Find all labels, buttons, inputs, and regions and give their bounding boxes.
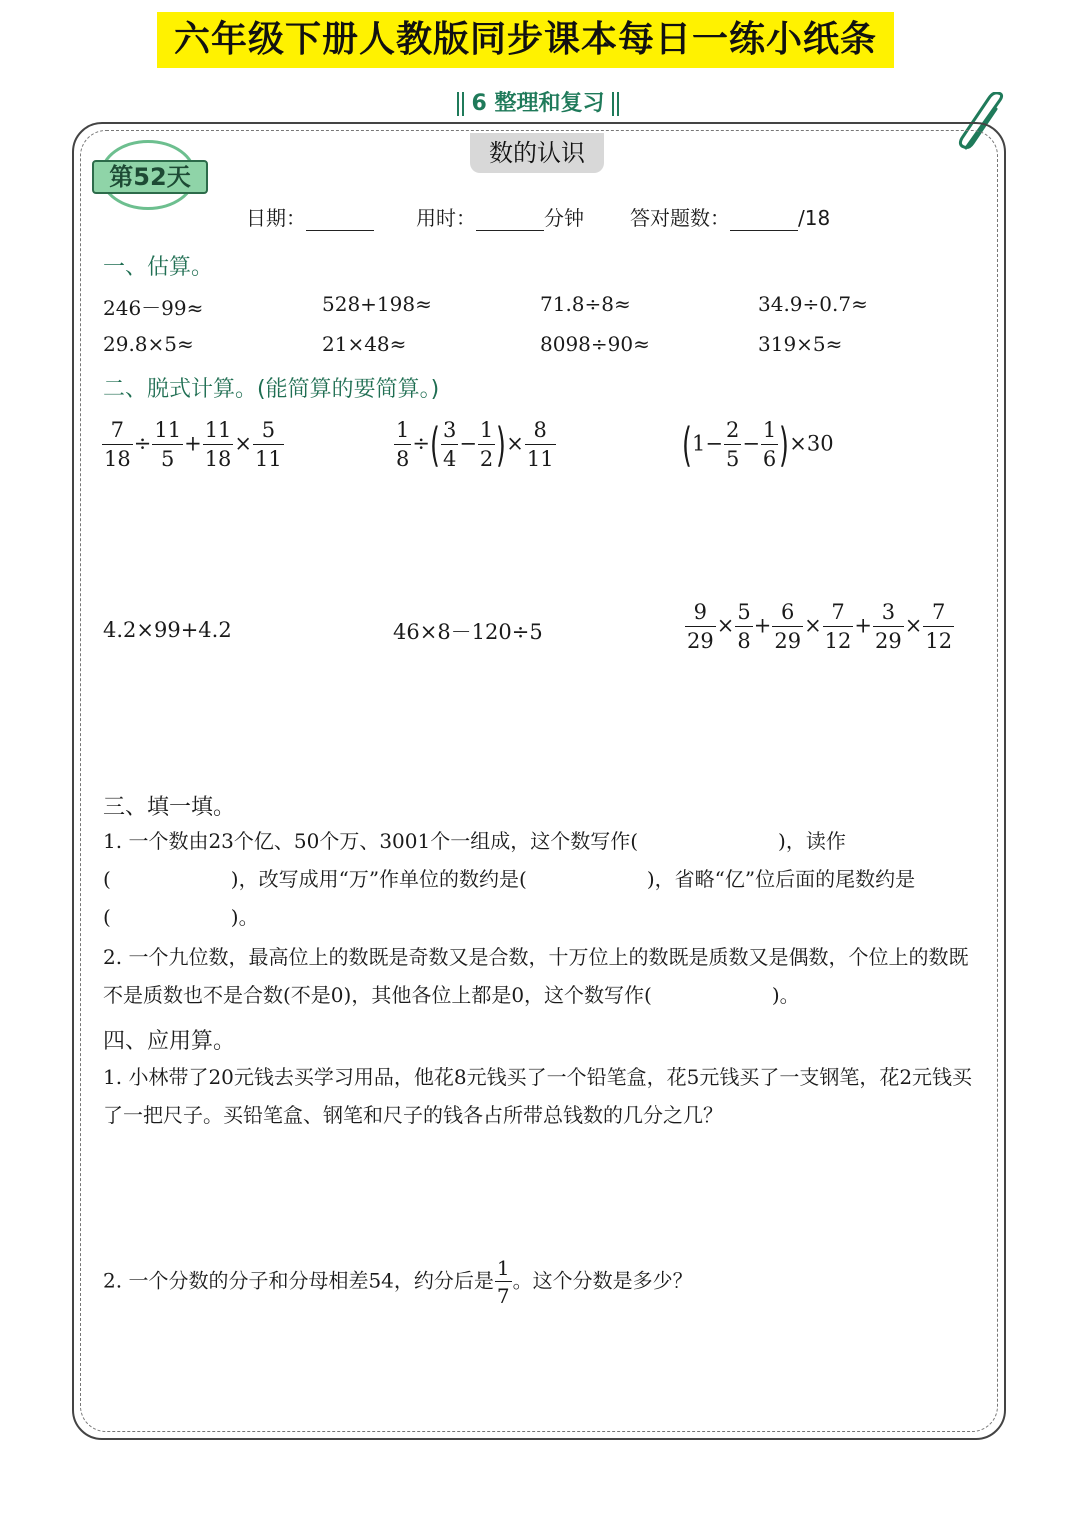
fraction: $\frac{2}{5}$ (725, 418, 740, 471)
date-label: 日期： (246, 206, 306, 230)
time-field (416, 202, 584, 231)
word-problem-2-tail: 。这个分数是多少？ (512, 1268, 693, 1293)
word-problem-2-text: 2. 一个分数的分子和分母相差54，约分后是 (103, 1268, 494, 1293)
estimate-item: 528+198≈ (322, 292, 432, 316)
fraction: $\frac{6}{29}$ (774, 600, 802, 653)
calc-expression-a: $\frac{7}{18}$ ÷ $\frac{11}{5}$ + $\frac{11}{18}$ × $\frac{5}{11}$ (104, 418, 282, 471)
score-field (630, 202, 830, 231)
time-blank[interactable] (476, 208, 544, 231)
fraction: $\frac{1}{8}$ (396, 418, 410, 471)
section4-title: 四、应用算。 (103, 1029, 236, 1054)
calc-expression-b: $\frac{1}{8}$ ÷( $\frac{3}{4}$ − $\frac{1}{2}$ )× $\frac{8}{11}$ (396, 418, 554, 472)
unit-bar-right (612, 92, 619, 116)
estimate-item: 29.8×5≈ (103, 332, 194, 356)
estimate-item: 71.8÷8≈ (540, 292, 631, 316)
fraction: $\frac{1}{2}$ (479, 418, 494, 471)
date-field (246, 202, 374, 231)
fraction: $\frac{7}{12}$ (925, 600, 953, 653)
topic-tab: 数的认识 (470, 133, 604, 173)
calc-expression-f: $\frac{9}{29}$ × $\frac{5}{8}$ + $\frac{6}{29}$ × $\frac{7}{12}$ + $\frac{3}{29}$ × $\frac{7}{12}$ (687, 600, 953, 653)
word-problem-2 (103, 1258, 975, 1306)
day-badge (92, 140, 210, 212)
unit-bar-left (457, 92, 464, 116)
section2-title: 二、脱式计算。(能简算的要简算。) (103, 377, 440, 402)
worksheet-frame-dashed (80, 130, 998, 1432)
calc-expression-c: (1− $\frac{2}{5}$ − $\frac{1}{6}$ )×30 (682, 418, 834, 472)
section1-title: 一、估算。 (103, 255, 214, 280)
fraction: $\frac{3}{29}$ (875, 600, 902, 653)
unit-heading (436, 88, 640, 120)
day-badge-label: 第52天 (92, 160, 208, 194)
calc-expression-d: 4.2×99+4.2 (103, 618, 232, 642)
word-problem-1: 1. 小林带了20元钱去买学习用品，他花8元钱买了一个铅笔盒，花5元钱买了一支钢笔，花2元钱买了一把尺子。买铅笔盒、钢笔和尺子的钱各占所带总钱数的几分之几？ (103, 1065, 973, 1127)
fraction: $\frac{3}{4}$ (442, 418, 457, 471)
score-label: 答对题数： (630, 206, 730, 230)
time-unit: 分钟 (544, 206, 584, 230)
fraction: $\frac{11}{5}$ (154, 418, 182, 471)
fill-question-2: 2. 一个九位数，最高位上的数既是奇数又是合数，十万位上的数既是质数又是偶数，个位上的数既不是质数也不是合数(不是0)，其他各位上都是0，这个数写作( )。 (103, 945, 969, 1007)
estimate-item: 21×48≈ (322, 332, 407, 356)
score-total: /18 (798, 206, 831, 230)
estimate-item: 34.9÷0.7≈ (758, 292, 868, 316)
page-banner-title: 六年级下册人教版同步课本每日一练小纸条 (157, 12, 894, 68)
fraction: $\frac{11}{18}$ (204, 418, 232, 471)
fraction: $\frac{1}{6}$ (762, 418, 777, 471)
fraction: $\frac{7}{12}$ (824, 600, 852, 653)
score-blank[interactable] (730, 208, 798, 231)
unit-title: 6 整理和复习 (471, 91, 605, 116)
fraction: $\frac{9}{29}$ (687, 600, 714, 653)
time-label: 用时： (416, 206, 476, 230)
calc-expression-e: 46×8－120÷5 (393, 620, 543, 644)
fraction: $\frac{7}{18}$ (104, 418, 131, 471)
estimate-item: 246－99≈ (103, 296, 204, 320)
section3-title: 三、填一填。 (103, 795, 236, 820)
fraction: $\frac{1}{7}$ (496, 1256, 510, 1308)
fraction: $\frac{5}{8}$ (737, 600, 751, 653)
fraction: $\frac{5}{11}$ (255, 418, 282, 471)
estimate-item: 319×5≈ (758, 332, 843, 356)
fill-question-1: 1. 一个数由23个亿、50个万、3001个一组成，这个数写作( )，读作( )，改写成用“万”作单位的数约是( )，省略“亿”位后面的尾数约是( )。 (103, 829, 916, 929)
estimate-item: 8098÷90≈ (540, 332, 650, 356)
date-blank[interactable] (306, 208, 374, 231)
fraction: $\frac{8}{11}$ (526, 418, 554, 471)
